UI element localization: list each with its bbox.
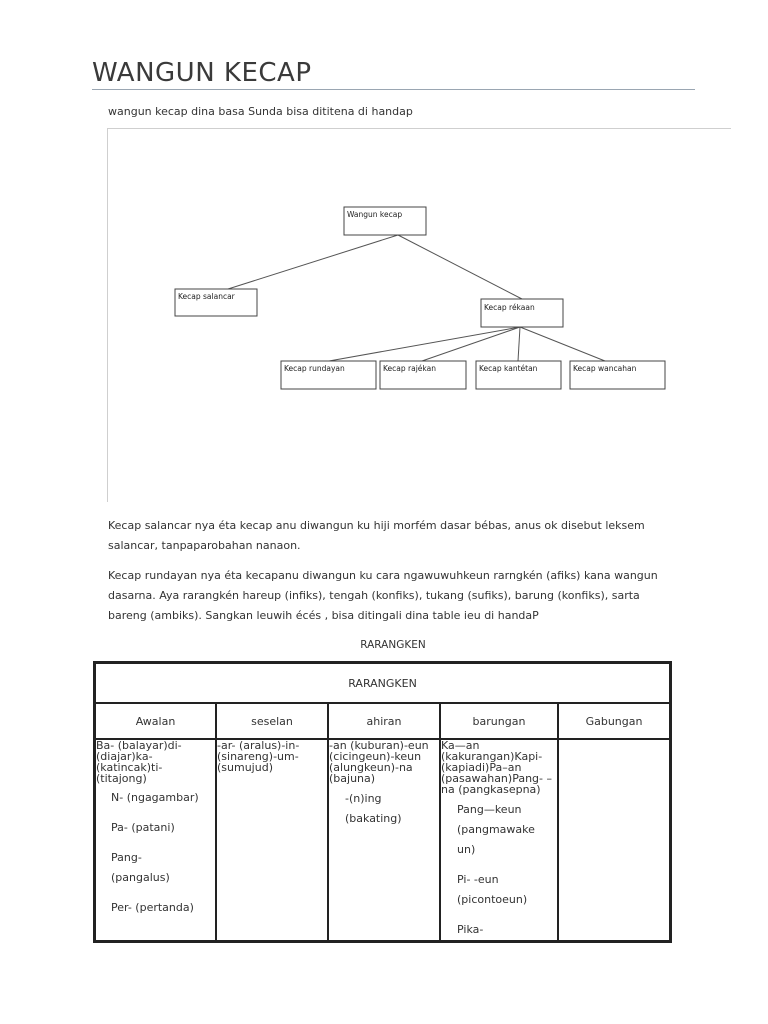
list-item: Pa- (patani) — [111, 821, 175, 834]
paragraph-rundayan — [108, 566, 668, 626]
cell-lead-text: Ba- (balayar)di- (diajar)ka- (katincak)ti- (titajong) — [96, 739, 182, 785]
paragraph-salancar — [108, 516, 668, 556]
cell-barungan — [440, 739, 558, 941]
page-title: WANGUN KECAP — [92, 58, 312, 88]
list-item: Pang- — [111, 851, 142, 864]
intro-text: wangun kecap dina basa Sunda bisa dititena di handap — [108, 105, 413, 118]
edge-right-leaf1 — [329, 327, 520, 361]
column-header-awalan: Awalan — [95, 703, 216, 739]
column-header-ahiran: ahiran — [328, 703, 440, 739]
node-leaf1-label: Kecap rundayan — [284, 364, 345, 373]
list-item: -(n)ing — [345, 792, 382, 805]
paragraph-line: salancar, tanpaparobahan nanaon. — [108, 539, 301, 552]
list-item: (bakating) — [345, 812, 402, 825]
list-item: un) — [457, 843, 476, 856]
list-item: (picontoeun) — [457, 893, 528, 906]
list-item: Per- (pertanda) — [111, 901, 194, 914]
cell-lead-text: -ar- (aralus)-in- (sinareng)-um- (sumujud) — [217, 739, 300, 774]
cell-awalan — [95, 739, 216, 941]
paragraph-line: Kecap salancar nya éta kecap anu diwangun ku hiji morfém dasar bébas, anus ok disebut leksem — [108, 519, 645, 532]
node-leaf3-label: Kecap kantétan — [479, 364, 538, 373]
list-item: Pang—keun — [457, 803, 522, 816]
node-leaf2-label: Kecap rajékan — [383, 364, 436, 373]
node-right-label: Kecap rékaan — [484, 303, 535, 312]
node-root-label: Wangun kecap — [347, 210, 403, 219]
node-left-label: Kecap salancar — [178, 292, 235, 301]
cell-lead-text: -an (kuburan)-eun (cicingeun)-keun (alungkeun)-na (bajuna) — [329, 739, 429, 785]
paragraph-line: Kecap rundayan nya éta kecapanu diwangun ku cara ngawuwuhkeun rarngkén (afiks) kana wangun — [108, 569, 658, 582]
cell-seselan — [216, 739, 328, 941]
rarangken-table — [93, 661, 672, 943]
cell-lead-text: Ka—an (kakurangan)Kapi- (kapiadi)Pa–an (pasawahan)Pang- –na (pangkasepna) — [441, 739, 552, 796]
table-caption: RARANGKEN — [360, 639, 426, 651]
edge-right-leaf2 — [422, 327, 520, 361]
paragraph-line: bareng (ambiks). Sangkan leuwih écés , bisa ditingali dina table ieu di handaP — [108, 609, 539, 622]
list-item: Pi- -eun — [457, 873, 499, 886]
list-item: N- (ngagambar) — [111, 791, 199, 804]
column-header-gabungan: Gabungan — [558, 703, 670, 739]
edge-root-right — [398, 235, 522, 299]
edge-right-leaf4 — [520, 327, 605, 361]
edge-root-left — [228, 235, 398, 289]
cell-gabungan — [558, 739, 670, 941]
cell-ahiran — [328, 739, 440, 941]
column-header-barungan: barungan — [440, 703, 558, 739]
node-leaf4-label: Kecap wancahan — [573, 364, 637, 373]
list-item: (pangmawake — [457, 823, 535, 836]
list-item: (pangalus) — [111, 871, 170, 884]
paragraph-line: dasarna. Aya rarangkén hareup (infiks), tengah (konfiks), tukang (sufiks), barung (konfiks), sarta — [108, 589, 640, 602]
table-header: RARANGKEN — [95, 663, 670, 703]
edge-right-leaf3 — [518, 327, 520, 361]
list-item: Pika- — [457, 923, 484, 936]
column-header-seselan: seselan — [216, 703, 328, 739]
